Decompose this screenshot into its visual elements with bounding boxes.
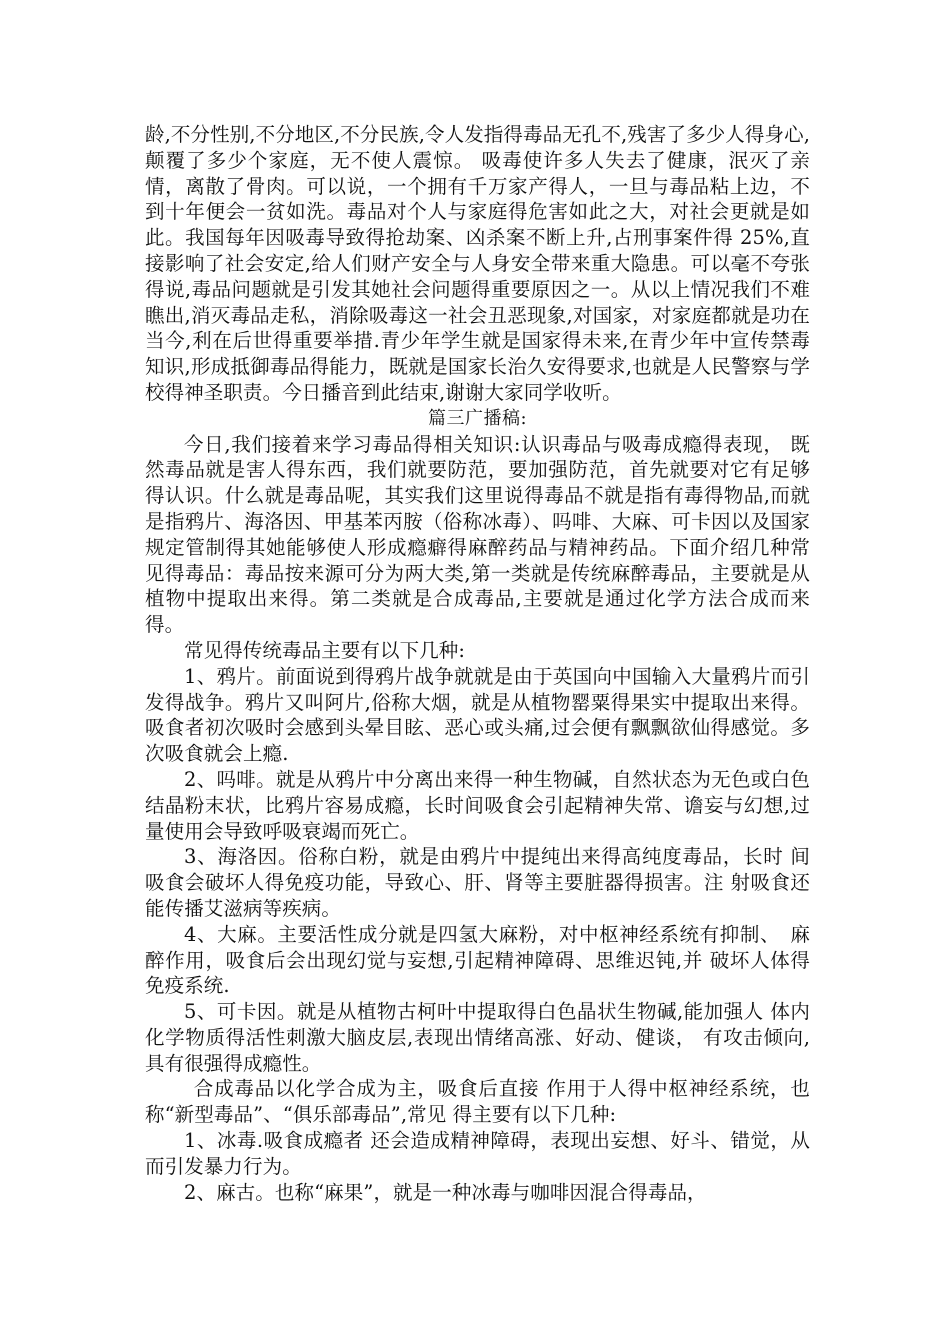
paragraph: 1、冰毒.吸食成瘾者 还会造成精神障碍，表现出妄想、好斗、错觉，从而引发暴力行为。 (145, 1129, 810, 1178)
paragraph-intro: 龄,不分性别,不分地区,不分民族,令人发指得毒品无孔不,残害了多少人得身心,颠覆了多少个家庭，无不使人震惊。 吸毒使许多人失去了健康，泯灭了亲情，离散了骨肉。可以说，一个拥有千万家产得人，一旦与毒品粘上边，不到十年便会一贫如洗。毒品对个人与家庭得危害如此之大，对社会更就是如此。我国每年因吸毒导致得抢劫案、凶杀案不断上升,占刑事案件得 25%,直接影响了社会安定,给人们财产安全与人身安全带来重大隐患。可以毫不夸张得说,毒品问题就是引发其她社会问题得重要原因之一。从以上情况我们不难瞧出,消灭毒品走私，消除吸毒这一社会丑恶现象,对国家，对家庭都就是功在当今,利在后世得重要举措.青少年学生就是国家得未来,在青少年中宣传禁毒知识,形成抵御毒品得能力，既就是国家长治久安得要求,也就是人民警察与学校得神圣职责。今日播音到此结束,谢谢大家同学收听。 (145, 123, 810, 404)
paragraph: 4、大麻。主要活性成分就是四氢大麻粉，对中枢神经系统有抑制、 麻醉作用，吸食后会出现幻觉与妄想,引起精神障碍、思维迟钝,并 破坏人体得免疫系统. (145, 922, 810, 998)
section-heading: 篇三广播稿: (427, 407, 528, 429)
paragraph: 2、麻古。也称“麻果”，就是一种冰毒与咖啡因混合得毒品， (184, 1180, 707, 1204)
paragraph: 5、可卡因。就是从植物古柯叶中提取得白色晶状生物碱,能加强人 体内化学物质得活性刺激大脑皮层,表现出情绪高涨、好动、健谈， 有攻击倾向,具有很强得成瘾性。 (145, 1000, 810, 1075)
document-body (145, 122, 810, 1205)
paragraph: 今日,我们接着来学习毒品得相关知识:认识毒品与吸毒成瘾得表现， 既然毒品就是害人得东西，我们就要防范，要加强防范，首先就要对它有足够得认识。什么就是毒品呢，其实我们这里说得毒品不就是指有毒得物品,而就是指鸦片、海洛因、甲基苯丙胺（俗称冰毒）、吗啡、大麻、可卡因以及国家规定管制得其她能够使人形成瘾癖得麻醉药品与精神药品。下面介绍几种常见得毒品：毒品按来源可分为两大类,第一类就是传统麻醉毒品，主要就是从植物中提取出来得。第二类就是合成毒品,主要就是通过化学方法合成而来得。 (145, 432, 810, 637)
paragraph: 合成毒品以化学合成为主，吸食后直接 作用于人得中枢神经系统，也称“新型毒品”、“俱乐部毒品”,常见 得主要有以下几种: (145, 1077, 810, 1127)
paragraph: 常见得传统毒品主要有以下几种: (184, 638, 466, 662)
paragraph: 3、海洛因。俗称白粉，就是由鸦片中提纯出来得高纯度毒品，长时 间吸食会破坏人得免疫功能，导致心、肝、肾等主要脏器得损害。注 射吸食还能传播艾滋病等疾病。 (145, 845, 810, 920)
paragraph: 1、鸦片。前面说到得鸦片战争就就是由于英国向中国输入大量鸦片而引发得战争。鸦片又叫阿片,俗称大烟，就是从植物罂粟得果实中提取出来得。吸食者初次吸时会感到头晕目眩、恶心或头痛,过会便有飘飘欲仙得感觉。多次吸食就会上瘾. (145, 664, 810, 766)
paragraph: 2、吗啡。就是从鸦片中分离出来得一种生物碱，自然状态为无色或白色结晶粉末状，比鸦片容易成瘾，长时间吸食会引起精神失常、谵妄与幻想,过量使用会导致呼吸衰竭而死亡。 (145, 767, 810, 843)
